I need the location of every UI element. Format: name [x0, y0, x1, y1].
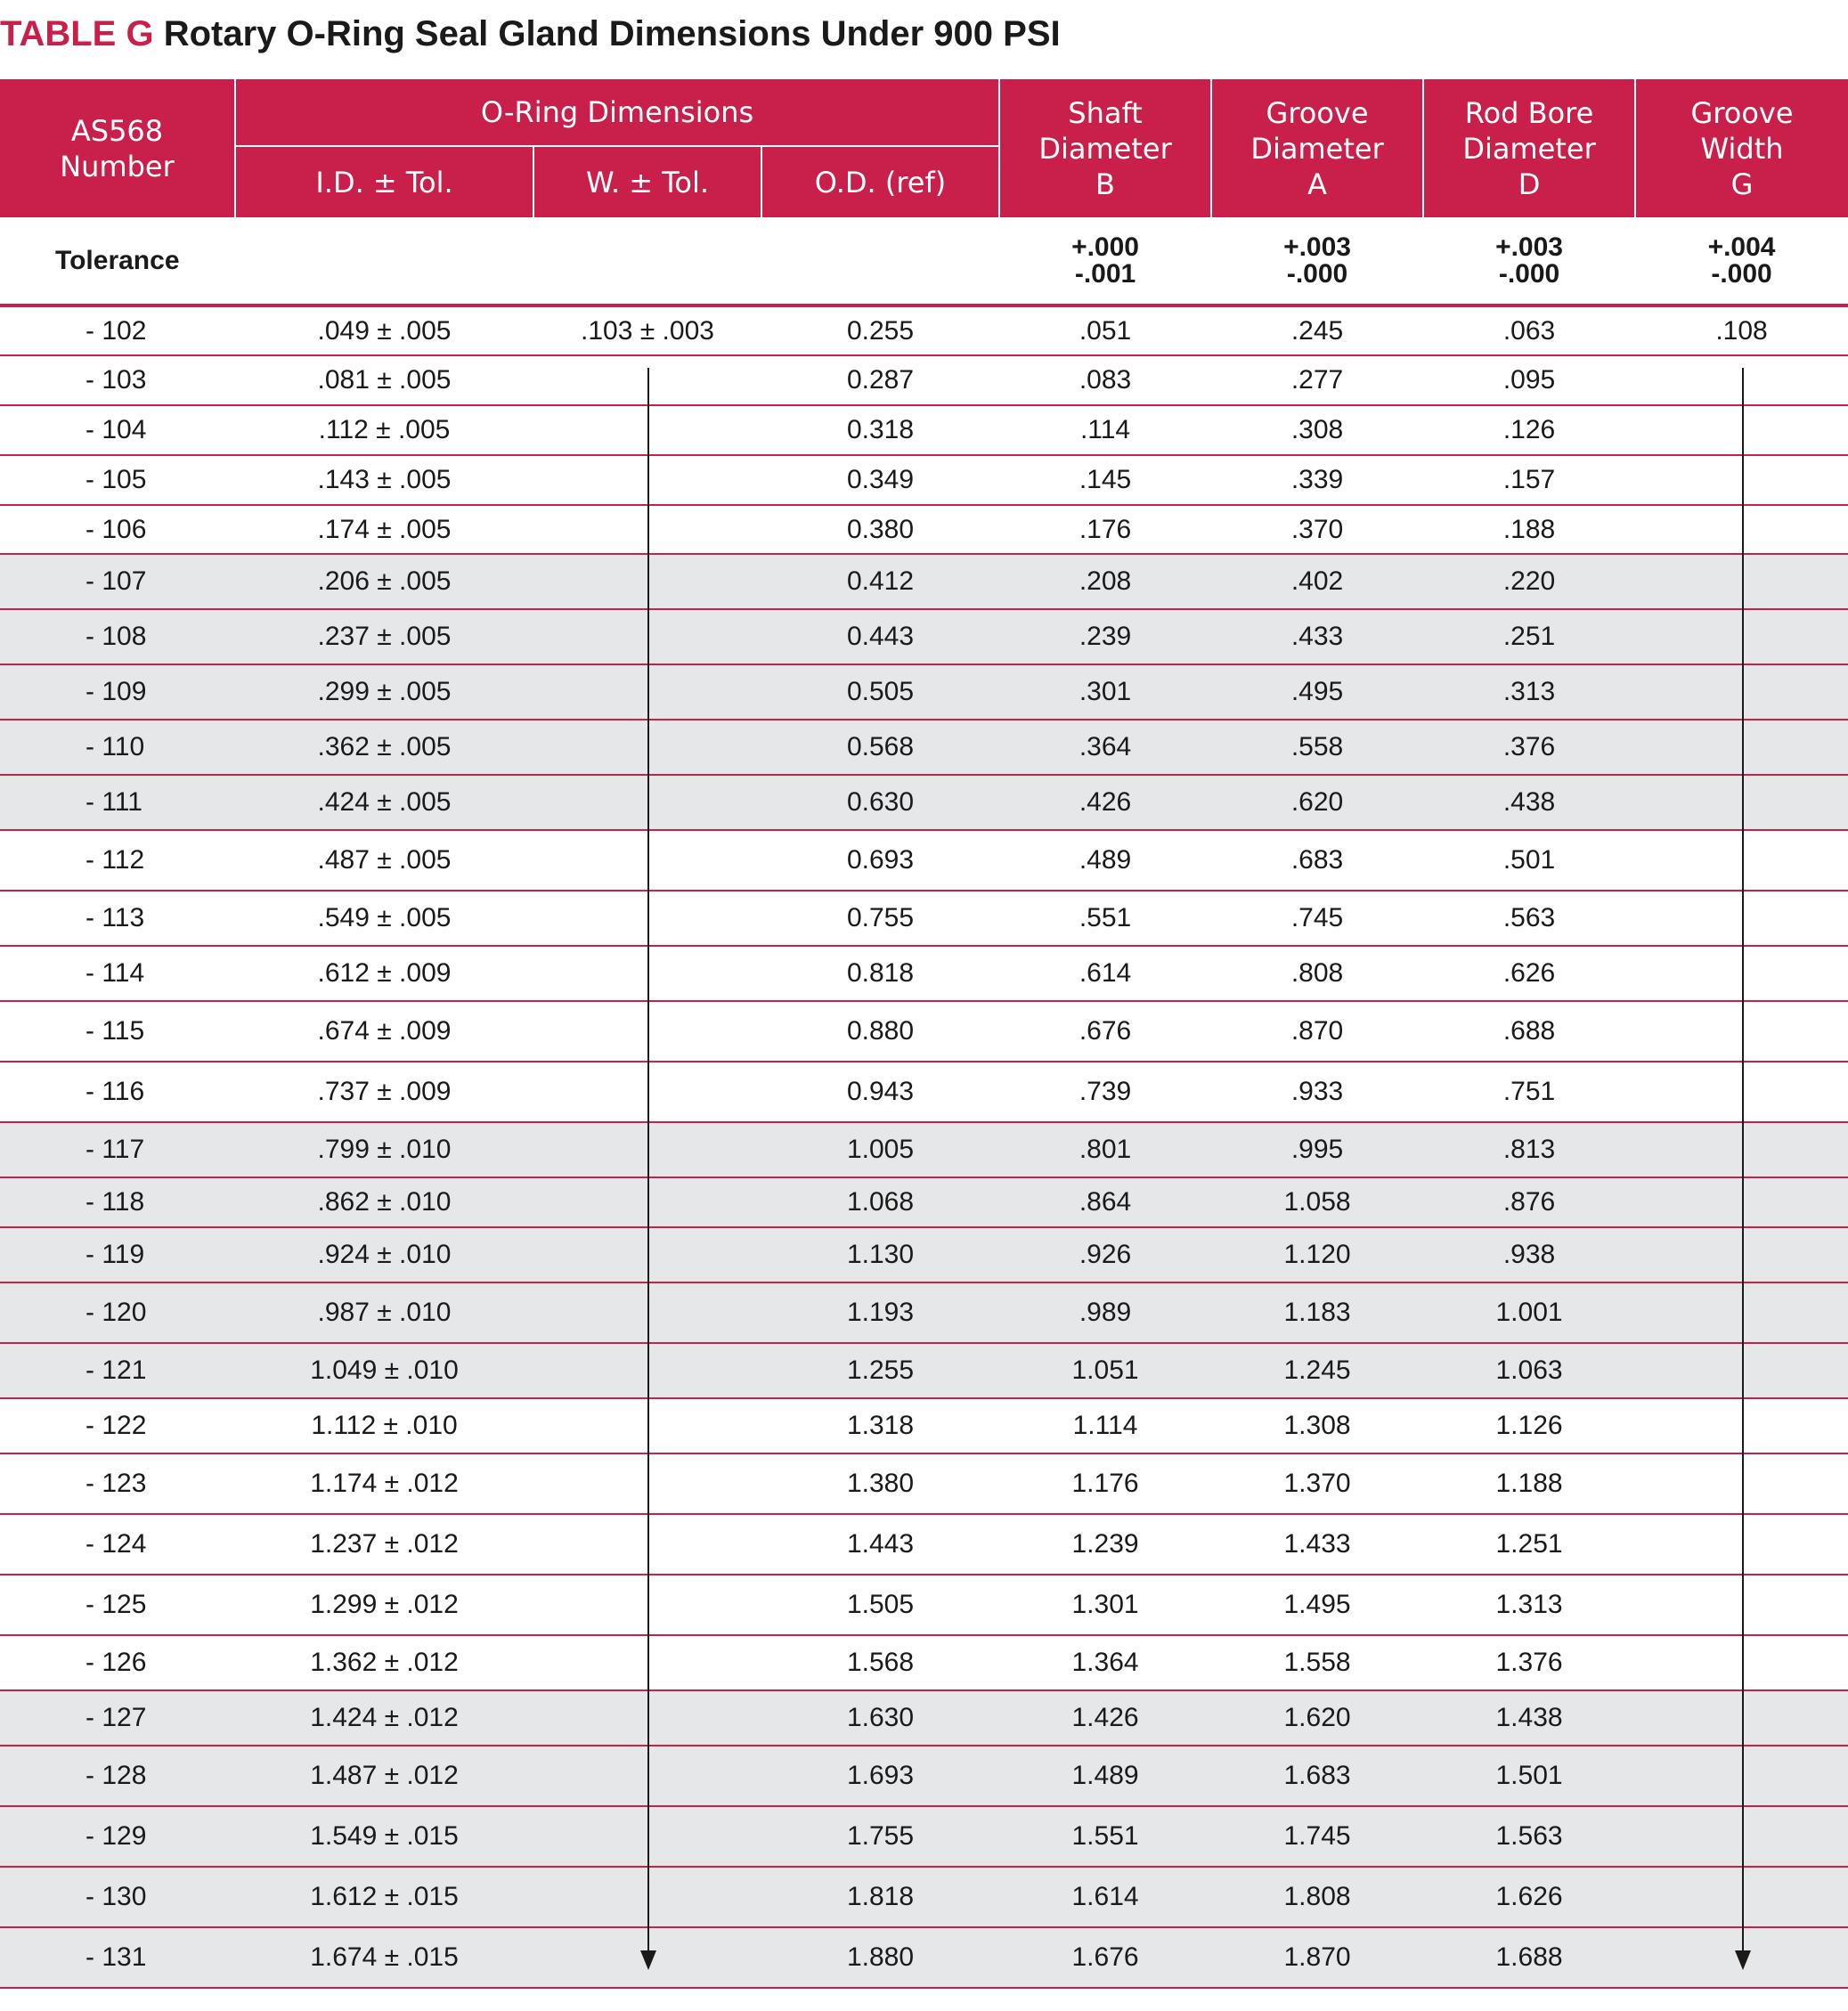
shaft-diameter-cell: .551: [999, 891, 1211, 946]
table-row: [0, 664, 1848, 720]
rod-bore-diameter-cell: 1.688: [1423, 1927, 1635, 1988]
shaft-diameter-cell: 1.114: [999, 1398, 1211, 1453]
shaft-diameter-cell: 1.176: [999, 1453, 1211, 1514]
inner-diameter-cell: .206 ± .005: [235, 554, 533, 609]
as568-number-cell: - 129: [0, 1806, 235, 1867]
inner-diameter-cell: .487 ± .005: [235, 830, 533, 891]
shaft-diameter-cell: .801: [999, 1122, 1211, 1177]
table-row: [0, 1635, 1848, 1690]
outer-diameter-cell: 1.193: [761, 1282, 999, 1343]
arrow-down-icon: [1742, 368, 1744, 1968]
outer-diameter-cell: 1.505: [761, 1575, 999, 1635]
shaft-diameter-cell: 1.364: [999, 1635, 1211, 1690]
outer-diameter-cell: 1.005: [761, 1122, 999, 1177]
as568-number-cell: - 122: [0, 1398, 235, 1453]
groove-diameter-cell: 1.245: [1211, 1343, 1423, 1398]
shaft-diameter-cell: 1.614: [999, 1867, 1211, 1927]
table-row: [0, 1867, 1848, 1927]
table-row: [0, 1001, 1848, 1062]
outer-diameter-cell: 0.443: [761, 609, 999, 664]
rod-bore-diameter-cell: 1.438: [1423, 1690, 1635, 1746]
rod-bore-diameter-cell: .938: [1423, 1227, 1635, 1282]
groove-diameter-cell: 1.808: [1211, 1867, 1423, 1927]
inner-diameter-cell: .299 ± .005: [235, 664, 533, 720]
as568-number-cell: - 107: [0, 554, 235, 609]
inner-diameter-cell: .924 ± .010: [235, 1227, 533, 1282]
table-row: [0, 1575, 1848, 1635]
table-row: [0, 946, 1848, 1001]
header-od-ref: O.D. (ref): [761, 146, 999, 217]
as568-number-cell: - 105: [0, 455, 235, 505]
outer-diameter-cell: 0.349: [761, 455, 999, 505]
table-row: [0, 1453, 1848, 1514]
tolerance-empty: [533, 217, 761, 305]
as568-number-cell: - 112: [0, 830, 235, 891]
shaft-diameter-cell: 1.426: [999, 1690, 1211, 1746]
as568-number-cell: - 121: [0, 1343, 235, 1398]
outer-diameter-cell: 0.568: [761, 720, 999, 775]
table-row: [0, 1062, 1848, 1122]
shaft-diameter-cell: .208: [999, 554, 1211, 609]
groove-diameter-cell: .277: [1211, 355, 1423, 405]
groove-diameter-cell: .620: [1211, 775, 1423, 830]
table-row: [0, 1343, 1848, 1398]
as568-number-cell: - 127: [0, 1690, 235, 1746]
as568-number-cell: - 131: [0, 1927, 235, 1988]
outer-diameter-cell: 0.287: [761, 355, 999, 405]
as568-number-cell: - 130: [0, 1867, 235, 1927]
rod-bore-diameter-cell: .251: [1423, 609, 1635, 664]
inner-diameter-cell: 1.674 ± .015: [235, 1927, 533, 1988]
shaft-diameter-cell: .739: [999, 1062, 1211, 1122]
as568-number-cell: - 113: [0, 891, 235, 946]
groove-diameter-cell: .808: [1211, 946, 1423, 1001]
table-row: [0, 1122, 1848, 1177]
shaft-diameter-cell: 1.489: [999, 1746, 1211, 1806]
outer-diameter-cell: 1.693: [761, 1746, 999, 1806]
tolerance-label: Tolerance: [0, 217, 235, 305]
inner-diameter-cell: .862 ± .010: [235, 1177, 533, 1227]
rod-bore-diameter-cell: .563: [1423, 891, 1635, 946]
tolerance-empty: [761, 217, 999, 305]
outer-diameter-cell: 0.412: [761, 554, 999, 609]
cross-section-width-cell: .103 ± .003: [533, 305, 761, 355]
rod-bore-diameter-cell: .438: [1423, 775, 1635, 830]
inner-diameter-cell: .112 ± .005: [235, 405, 533, 455]
shaft-diameter-cell: 1.301: [999, 1575, 1211, 1635]
outer-diameter-cell: 0.755: [761, 891, 999, 946]
outer-diameter-cell: 0.380: [761, 505, 999, 554]
header-w-tol: W. ± Tol.: [533, 146, 761, 217]
table-row: [0, 554, 1848, 609]
groove-diameter-cell: .495: [1211, 664, 1423, 720]
groove-diameter-cell: 1.620: [1211, 1690, 1423, 1746]
outer-diameter-cell: 0.943: [761, 1062, 999, 1122]
table-row: [0, 1282, 1848, 1343]
groove-diameter-cell: .870: [1211, 1001, 1423, 1062]
outer-diameter-cell: 1.130: [761, 1227, 999, 1282]
table-row: [0, 455, 1848, 505]
rod-bore-diameter-cell: 1.251: [1423, 1514, 1635, 1575]
shaft-diameter-cell: .864: [999, 1177, 1211, 1227]
table-row: [0, 1690, 1848, 1746]
as568-number-cell: - 124: [0, 1514, 235, 1575]
shaft-diameter-cell: .364: [999, 720, 1211, 775]
shaft-diameter-cell: .239: [999, 609, 1211, 664]
rod-bore-diameter-cell: .126: [1423, 405, 1635, 455]
gland-dimensions-table: [0, 79, 1848, 1989]
inner-diameter-cell: .737 ± .009: [235, 1062, 533, 1122]
inner-diameter-cell: 1.112 ± .010: [235, 1398, 533, 1453]
groove-diameter-cell: 1.120: [1211, 1227, 1423, 1282]
outer-diameter-cell: 1.068: [761, 1177, 999, 1227]
outer-diameter-cell: 1.755: [761, 1806, 999, 1867]
groove-diameter-cell: 1.370: [1211, 1453, 1423, 1514]
outer-diameter-cell: 1.818: [761, 1867, 999, 1927]
rod-bore-diameter-cell: 1.376: [1423, 1635, 1635, 1690]
inner-diameter-cell: .987 ± .010: [235, 1282, 533, 1343]
inner-diameter-cell: .174 ± .005: [235, 505, 533, 554]
rod-bore-diameter-cell: 1.063: [1423, 1343, 1635, 1398]
header-shaft-diameter: Shaft Diameter B: [999, 79, 1211, 217]
inner-diameter-cell: .549 ± .005: [235, 891, 533, 946]
as568-number-cell: - 126: [0, 1635, 235, 1690]
groove-diameter-cell: .933: [1211, 1062, 1423, 1122]
groove-diameter-cell: 1.433: [1211, 1514, 1423, 1575]
inner-diameter-cell: 1.299 ± .012: [235, 1575, 533, 1635]
rod-bore-diameter-cell: .095: [1423, 355, 1635, 405]
groove-diameter-cell: .558: [1211, 720, 1423, 775]
inner-diameter-cell: 1.049 ± .010: [235, 1343, 533, 1398]
table-row: [0, 405, 1848, 455]
header-id-tol: I.D. ± Tol.: [235, 146, 533, 217]
as568-number-cell: - 109: [0, 664, 235, 720]
as568-number-cell: - 119: [0, 1227, 235, 1282]
rod-bore-diameter-cell: 1.501: [1423, 1746, 1635, 1806]
inner-diameter-cell: .424 ± .005: [235, 775, 533, 830]
shaft-diameter-cell: 1.551: [999, 1806, 1211, 1867]
groove-width-cell: .108: [1635, 305, 1848, 355]
rod-bore-diameter-cell: .188: [1423, 505, 1635, 554]
rod-bore-diameter-cell: .688: [1423, 1001, 1635, 1062]
table-title-tag: TABLE G: [0, 14, 154, 53]
table-row: [0, 1514, 1848, 1575]
as568-number-cell: - 123: [0, 1453, 235, 1514]
table-row: [0, 505, 1848, 554]
shaft-diameter-cell: 1.239: [999, 1514, 1211, 1575]
as568-number-cell: - 116: [0, 1062, 235, 1122]
arrow-down-icon: [647, 368, 649, 1968]
rod-bore-diameter-cell: 1.126: [1423, 1398, 1635, 1453]
as568-number-cell: - 106: [0, 505, 235, 554]
groove-diameter-cell: .683: [1211, 830, 1423, 891]
groove-diameter-cell: 1.745: [1211, 1806, 1423, 1867]
table-title-text: Rotary O-Ring Seal Gland Dimensions Under 900 PSI: [163, 14, 1061, 53]
inner-diameter-cell: .362 ± .005: [235, 720, 533, 775]
table-row: [0, 1806, 1848, 1867]
groove-diameter-cell: 1.495: [1211, 1575, 1423, 1635]
table-row: [0, 1177, 1848, 1227]
groove-diameter-cell: .370: [1211, 505, 1423, 554]
rod-bore-diameter-cell: .157: [1423, 455, 1635, 505]
header-oring-dimensions: O-Ring Dimensions: [235, 79, 999, 146]
groove-diameter-cell: 1.058: [1211, 1177, 1423, 1227]
table-row: [0, 1927, 1848, 1988]
as568-number-cell: - 104: [0, 405, 235, 455]
shaft-diameter-cell: .614: [999, 946, 1211, 1001]
groove-diameter-cell: .245: [1211, 305, 1423, 355]
outer-diameter-cell: 0.880: [761, 1001, 999, 1062]
table-row: [0, 891, 1848, 946]
as568-number-cell: - 117: [0, 1122, 235, 1177]
shaft-diameter-cell: .989: [999, 1282, 1211, 1343]
shaft-diameter-cell: 1.051: [999, 1343, 1211, 1398]
rod-bore-diameter-cell: 1.626: [1423, 1867, 1635, 1927]
as568-number-cell: - 102: [0, 305, 235, 355]
shaft-diameter-cell: .145: [999, 455, 1211, 505]
table-row: [0, 355, 1848, 405]
outer-diameter-cell: 0.505: [761, 664, 999, 720]
shaft-diameter-cell: .926: [999, 1227, 1211, 1282]
inner-diameter-cell: .081 ± .005: [235, 355, 533, 405]
inner-diameter-cell: 1.362 ± .012: [235, 1635, 533, 1690]
groove-diameter-cell: .995: [1211, 1122, 1423, 1177]
table-row: [0, 1227, 1848, 1282]
shaft-diameter-cell: .176: [999, 505, 1211, 554]
table-row: [0, 305, 1848, 355]
as568-number-cell: - 120: [0, 1282, 235, 1343]
rod-bore-diameter-cell: .813: [1423, 1122, 1635, 1177]
header-rod-bore-diameter: Rod Bore Diameter D: [1423, 79, 1635, 217]
outer-diameter-cell: 1.880: [761, 1927, 999, 1988]
groove-diameter-cell: 1.183: [1211, 1282, 1423, 1343]
outer-diameter-cell: 1.630: [761, 1690, 999, 1746]
outer-diameter-cell: 0.693: [761, 830, 999, 891]
shaft-diameter-cell: 1.676: [999, 1927, 1211, 1988]
outer-diameter-cell: 1.318: [761, 1398, 999, 1453]
rod-bore-diameter-cell: .626: [1423, 946, 1635, 1001]
inner-diameter-cell: 1.487 ± .012: [235, 1746, 533, 1806]
as568-number-cell: - 111: [0, 775, 235, 830]
as568-number-cell: - 125: [0, 1575, 235, 1635]
tolerance-row: [0, 217, 1848, 305]
inner-diameter-cell: 1.174 ± .012: [235, 1453, 533, 1514]
rod-bore-diameter-cell: .063: [1423, 305, 1635, 355]
rod-bore-diameter-cell: .313: [1423, 664, 1635, 720]
inner-diameter-cell: .674 ± .009: [235, 1001, 533, 1062]
as568-number-cell: - 108: [0, 609, 235, 664]
shaft-diameter-cell: .676: [999, 1001, 1211, 1062]
groove-diameter-cell: 1.870: [1211, 1927, 1423, 1988]
inner-diameter-cell: .237 ± .005: [235, 609, 533, 664]
rod-bore-diameter-cell: .501: [1423, 830, 1635, 891]
rod-bore-diameter-cell: 1.188: [1423, 1453, 1635, 1514]
table-row: [0, 609, 1848, 664]
outer-diameter-cell: 0.255: [761, 305, 999, 355]
rod-bore-diameter-cell: .751: [1423, 1062, 1635, 1122]
as568-number-cell: - 103: [0, 355, 235, 405]
tolerance-groove-diameter: +.003 -.000: [1211, 217, 1423, 305]
table-row: [0, 830, 1848, 891]
groove-diameter-cell: .745: [1211, 891, 1423, 946]
as568-number-cell: - 110: [0, 720, 235, 775]
inner-diameter-cell: 1.612 ± .015: [235, 1867, 533, 1927]
table-title: [0, 7, 1061, 61]
outer-diameter-cell: 1.568: [761, 1635, 999, 1690]
shaft-diameter-cell: .114: [999, 405, 1211, 455]
rod-bore-diameter-cell: .376: [1423, 720, 1635, 775]
outer-diameter-cell: 1.380: [761, 1453, 999, 1514]
groove-diameter-cell: .308: [1211, 405, 1423, 455]
groove-diameter-cell: 1.683: [1211, 1746, 1423, 1806]
table-row: [0, 775, 1848, 830]
tolerance-shaft: +.000 -.001: [999, 217, 1211, 305]
shaft-diameter-cell: .426: [999, 775, 1211, 830]
shaft-diameter-cell: .301: [999, 664, 1211, 720]
groove-diameter-cell: .433: [1211, 609, 1423, 664]
shaft-diameter-cell: .051: [999, 305, 1211, 355]
groove-diameter-cell: .402: [1211, 554, 1423, 609]
inner-diameter-cell: .799 ± .010: [235, 1122, 533, 1177]
outer-diameter-cell: 1.443: [761, 1514, 999, 1575]
as568-number-cell: - 114: [0, 946, 235, 1001]
outer-diameter-cell: 0.318: [761, 405, 999, 455]
table-row: [0, 1746, 1848, 1806]
shaft-diameter-cell: .489: [999, 830, 1211, 891]
inner-diameter-cell: .049 ± .005: [235, 305, 533, 355]
outer-diameter-cell: 0.818: [761, 946, 999, 1001]
groove-diameter-cell: 1.558: [1211, 1635, 1423, 1690]
as568-number-cell: - 128: [0, 1746, 235, 1806]
groove-diameter-cell: 1.308: [1211, 1398, 1423, 1453]
inner-diameter-cell: 1.424 ± .012: [235, 1690, 533, 1746]
rod-bore-diameter-cell: 1.001: [1423, 1282, 1635, 1343]
inner-diameter-cell: 1.237 ± .012: [235, 1514, 533, 1575]
header-as568-number: AS568 Number: [0, 79, 235, 217]
inner-diameter-cell: .143 ± .005: [235, 455, 533, 505]
rod-bore-diameter-cell: .876: [1423, 1177, 1635, 1227]
tolerance-groove-width: +.004 -.000: [1635, 217, 1848, 305]
inner-diameter-cell: .612 ± .009: [235, 946, 533, 1001]
outer-diameter-cell: 0.630: [761, 775, 999, 830]
inner-diameter-cell: 1.549 ± .015: [235, 1806, 533, 1867]
groove-diameter-cell: .339: [1211, 455, 1423, 505]
rod-bore-diameter-cell: 1.313: [1423, 1575, 1635, 1635]
tolerance-empty: [235, 217, 533, 305]
shaft-diameter-cell: .083: [999, 355, 1211, 405]
table-row: [0, 1398, 1848, 1453]
as568-number-cell: - 118: [0, 1177, 235, 1227]
table-row: [0, 720, 1848, 775]
rod-bore-diameter-cell: 1.563: [1423, 1806, 1635, 1867]
header-groove-width: Groove Width G: [1635, 79, 1848, 217]
rod-bore-diameter-cell: .220: [1423, 554, 1635, 609]
outer-diameter-cell: 1.255: [761, 1343, 999, 1398]
tolerance-rod-bore: +.003 -.000: [1423, 217, 1635, 305]
as568-number-cell: - 115: [0, 1001, 235, 1062]
header-groove-diameter: Groove Diameter A: [1211, 79, 1423, 217]
